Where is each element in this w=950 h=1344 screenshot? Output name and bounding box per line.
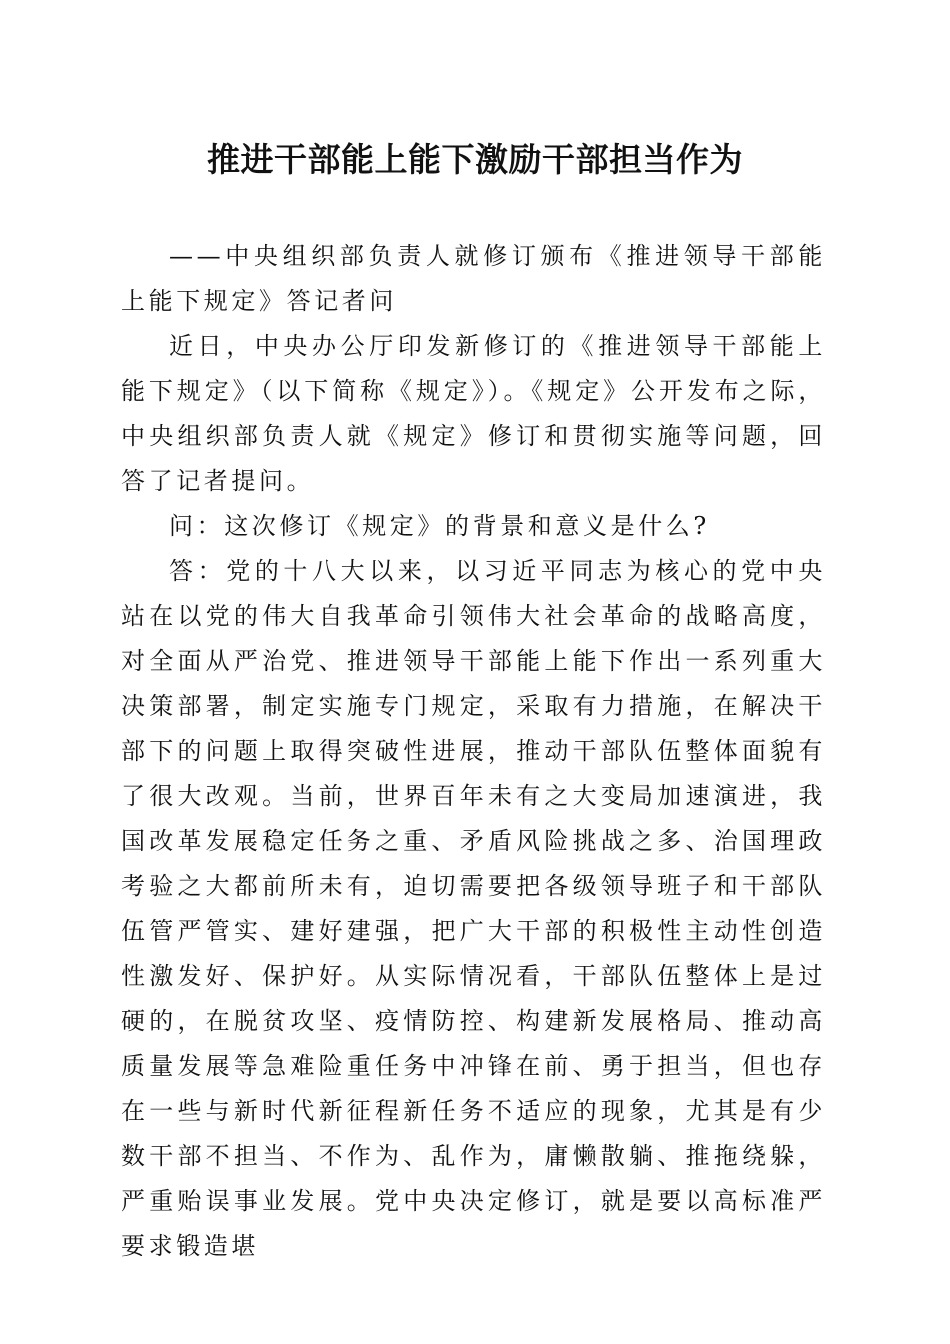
intro-paragraph: 近日，中央办公厅印发新修订的《推进领导干部能上能下规定》（以下简称《规定》）。《规定》公开发布之际，中央组织部负责人就《规定》修订和贯彻实施等问题，回答了记者提问。	[121, 332, 826, 495]
question-paragraph: 问：这次修订《规定》的背景和意义是什么?	[169, 512, 710, 540]
subtitle-paragraph: ——中央组织部负责人就修订颁布《推进领导干部能上能下规定》答记者问	[121, 242, 826, 315]
document-title: 推进干部能上能下激励干部担当作为	[207, 140, 743, 179]
answer-paragraph: 答：党的十八大以来，以习近平同志为核心的党中央站在以党的伟大自我革命引领伟大社会革命的战略高度，对全面从严治党、推进领导干部能上能下作出一系列重大决策部署，制定实施专门规定，采取有力措施，在解决干部下的问题上取得突破性进展，推动干部队伍整体面貌有了很大改观。当前，世界百年未有之大变局加速演进，我国改革发展稳定任务之重、矛盾风险挑战之多、治国理政考验之大都前所未有，迫切需要把各级领导班子和干部队伍管严管实、建好建强，把广大干部的积极性主动性创造性激发好、保护好。从实际情况看，干部队伍整体上是过硬的，在脱贫攻坚、疫情防控、构建新发展格局、推动高质量发展等急难险重任务中冲锋在前、勇于担当，但也存在一些与新时代新征程新任务不适应的现象，尤其是有少数干部不担当、不作为、乱作为，庸懒散躺、推拖绕躲，严重贻误事业发展。党中央决定修订，就是要以高标准严要求锻造堪	[121, 557, 826, 1260]
document-body	[121, 234, 826, 1269]
